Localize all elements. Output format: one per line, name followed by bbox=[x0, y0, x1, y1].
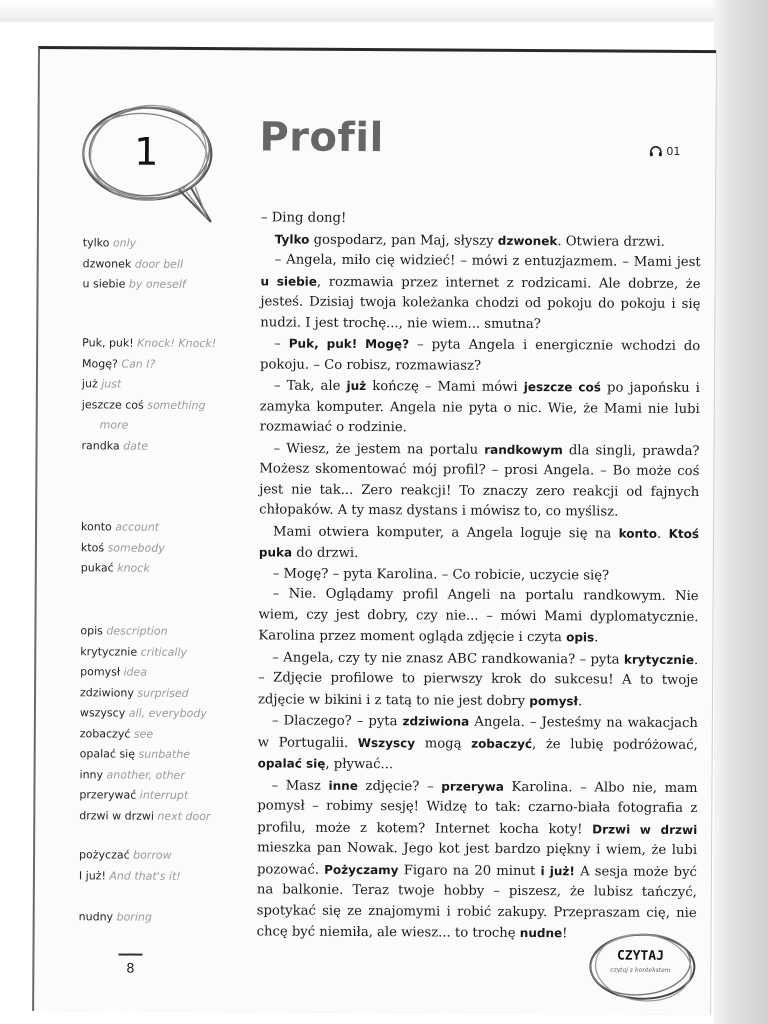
vocab-highlight: randkowym bbox=[484, 442, 563, 457]
vocab-translation: Can I? bbox=[121, 357, 156, 371]
text-run: – Masz bbox=[271, 777, 329, 794]
book-page bbox=[32, 46, 716, 1015]
vocab-term: konto bbox=[81, 520, 112, 534]
story-paragraph bbox=[259, 438, 699, 524]
vocab-item bbox=[79, 845, 254, 867]
vocab-term: Mogę? bbox=[82, 356, 118, 370]
vocab-highlight: Drzwi w drzwi bbox=[592, 821, 698, 837]
vocab-translation: all, everybody bbox=[128, 706, 207, 721]
story-paragraph bbox=[257, 775, 698, 946]
vocab-term: nudny bbox=[78, 910, 114, 924]
vocab-highlight: Puk, puk! Mogę? bbox=[288, 336, 410, 352]
text-run: ! bbox=[562, 926, 568, 942]
vocab-item bbox=[80, 642, 255, 664]
vocab-highlight: przerywa bbox=[441, 778, 504, 794]
text-run: – bbox=[274, 336, 289, 352]
vocab-group-6 bbox=[79, 907, 254, 929]
story-paragraph bbox=[261, 229, 701, 253]
vocab-highlight: Wszyscy bbox=[357, 735, 416, 750]
vocab-term: randka bbox=[81, 438, 120, 453]
vocab-item bbox=[82, 395, 257, 417]
vocab-item-continuation bbox=[82, 415, 257, 437]
story-text bbox=[257, 208, 701, 945]
vocab-highlight: zdziwiona bbox=[402, 714, 470, 729]
vocab-item bbox=[80, 744, 255, 766]
vocab-highlight: konto bbox=[618, 526, 658, 541]
text-run: – Nie. Oglądamy profil Angeli na portalu randkowym. Nie wiem, czy jest dobry, czy nie... – mówi Mami dyplomatycznie. Karolina przez moment ogląda zdjęcie i czyta bbox=[258, 586, 699, 646]
vocab-term: już bbox=[81, 377, 98, 391]
vocab-translation: knock bbox=[117, 561, 150, 575]
vocab-translation: interrupt bbox=[139, 788, 189, 802]
vocab-item bbox=[80, 724, 255, 746]
czytaj-badge-label: CZYTAJ bbox=[616, 948, 664, 964]
vocab-term: tylko bbox=[82, 236, 110, 250]
vocab-highlight: i już! bbox=[540, 863, 575, 878]
vocab-translation: And that's it! bbox=[109, 868, 181, 883]
vocab-translation: boring bbox=[116, 910, 152, 924]
vocab-translation: sunbathe bbox=[138, 747, 191, 761]
scan-gutter-shadow bbox=[714, 0, 768, 1024]
vocab-translation: see bbox=[133, 727, 154, 741]
page-number: 8 bbox=[118, 962, 142, 977]
vocab-item bbox=[81, 558, 256, 580]
story-paragraph bbox=[259, 564, 699, 587]
text-run: Angela. – Jesteśmy na wakacjach w Portugalii. bbox=[257, 714, 698, 751]
text-run: po japońsku i zamyka komputer. Angela nie pyta o nic. Wie, że Mami nie lubi rozmawiać o rodzinie. bbox=[259, 380, 700, 436]
vocab-item bbox=[79, 806, 254, 828]
text-run: Karolina. – Albo nie, mam pomysł – robimy sesję! Widzę to tak: czarno-biała fotografia z profilu, może z kotem? Internet kocha koty! bbox=[257, 779, 698, 837]
vocab-highlight: inne bbox=[328, 778, 358, 793]
vocab-highlight: u siebie bbox=[260, 273, 318, 289]
vocab-term: pomysł bbox=[80, 665, 121, 679]
vocab-item bbox=[79, 907, 254, 929]
vocab-highlight: Ktoś puka bbox=[258, 526, 700, 560]
text-run: Figaro na 20 minut bbox=[398, 862, 541, 879]
vocab-group-4 bbox=[79, 621, 255, 827]
vocab-translation: by oneself bbox=[128, 277, 186, 291]
story-paragraph bbox=[258, 710, 698, 777]
vocab-term: pukać bbox=[80, 561, 114, 575]
vocab-term: dzwonek bbox=[82, 256, 132, 271]
text-run: Mami otwiera komputer, a Angela loguje się na bbox=[272, 523, 619, 542]
story-paragraph bbox=[260, 375, 700, 440]
text-run: gospodarz, pan Maj, słyszy bbox=[309, 232, 498, 249]
vocab-item bbox=[80, 662, 255, 684]
vocab-item bbox=[82, 374, 257, 396]
text-run: mieszka pan Nowak. Jego kot jest bardzo piękny i wiem, że lubi pozować. bbox=[256, 840, 698, 878]
headphones-icon bbox=[649, 146, 662, 157]
text-run: – Angela, czy ty nie znasz ABC randkowania? – pyta bbox=[272, 649, 624, 668]
text-run: kończę – Mami mówi bbox=[366, 379, 524, 395]
vocab-item bbox=[81, 517, 256, 539]
vocab-term: opis bbox=[80, 624, 103, 638]
vocab-term: u siebie bbox=[82, 277, 126, 291]
text-run: do drzwi. bbox=[292, 545, 359, 561]
vocab-highlight: krytycznie bbox=[623, 652, 695, 667]
vocab-highlight: Pożyczamy bbox=[324, 862, 399, 877]
vocab-highlight: Tylko bbox=[274, 231, 310, 247]
text-run: – Dlaczego? – pyta bbox=[271, 713, 403, 730]
vocab-item bbox=[79, 866, 254, 888]
vocab-translation: just bbox=[101, 377, 122, 391]
vocab-term: opalać się bbox=[79, 747, 136, 761]
vocab-term: krytycznie bbox=[80, 644, 138, 659]
vocab-translation: only bbox=[112, 236, 137, 250]
czytaj-badge-subtitle: czytaj z kontekstem bbox=[610, 966, 671, 974]
vocab-term: zdziwiony bbox=[80, 685, 134, 700]
vocab-translation: something bbox=[147, 398, 206, 412]
czytaj-badge-icon bbox=[582, 924, 700, 1005]
vocab-term: wszyscy bbox=[79, 706, 126, 720]
text-run: . bbox=[577, 693, 583, 709]
vocab-highlight: pomysł bbox=[529, 693, 579, 708]
scan-top-shadow bbox=[0, 0, 768, 22]
vocab-group-2 bbox=[81, 333, 257, 457]
vocab-translation: another, other bbox=[106, 767, 185, 782]
text-run: – Angela, miło cię widzieć! – mówi z entuzjazmem. – Mami jest bbox=[274, 252, 701, 271]
text-run: , pływać... bbox=[325, 756, 394, 773]
vocab-item bbox=[80, 621, 255, 643]
text-run: dla singli, prawda? Możesz skomentować mój profil? – prosi Angela. – Bo może coś jest nie tak... Zero reakcji! To znaczy zero reakcji od fajnych chłopaków. A ty masz dystans i mówisz to, co myślisz. bbox=[259, 442, 700, 520]
story-paragraph bbox=[258, 584, 698, 649]
vocab-translation: account bbox=[115, 520, 160, 534]
text-run: . bbox=[594, 630, 599, 646]
vocab-highlight: opalać się bbox=[257, 756, 326, 771]
vocab-group-3 bbox=[81, 517, 256, 580]
vocab-group-1 bbox=[82, 233, 257, 296]
story-paragraph bbox=[260, 250, 700, 336]
vocab-term: jeszcze coś bbox=[81, 397, 144, 412]
text-run: – Wiesz, że jestem na portalu bbox=[273, 440, 485, 458]
vocab-item bbox=[82, 274, 257, 296]
vocab-item bbox=[81, 436, 256, 458]
vocab-term: drzwi w drzwi bbox=[79, 808, 154, 823]
audio-track bbox=[649, 145, 680, 158]
vocab-item bbox=[82, 333, 257, 355]
vocab-item bbox=[82, 354, 257, 376]
text-run: , że lubię podróżować, bbox=[532, 736, 698, 753]
vocab-translation: date bbox=[123, 439, 149, 453]
text-run: – Tak, ale bbox=[273, 378, 347, 394]
vocab-translation: door bell bbox=[134, 257, 184, 271]
text-run: – Ding dong! bbox=[260, 210, 347, 226]
vocab-highlight: nudne bbox=[519, 925, 563, 941]
vocab-translation: somebody bbox=[107, 540, 165, 555]
vocab-term: zobaczyć bbox=[79, 726, 131, 741]
text-run: . bbox=[657, 526, 669, 542]
chapter-number: 1 bbox=[134, 129, 159, 174]
text-run: zdjęcie? – bbox=[357, 778, 442, 794]
vocab-item bbox=[81, 538, 256, 560]
story-paragraph bbox=[258, 647, 698, 713]
audio-track-number: 01 bbox=[666, 144, 681, 158]
text-run: , rozmawia przez internet z rodzicami. Ale dobrze, że jesteś. Dzisiaj twoja koleżanka chodzi od pokoju do pokoju i się nudzi. I jest trochę..., nie wiem... smutna? bbox=[260, 274, 701, 332]
vocab-translation: surprised bbox=[137, 686, 189, 700]
vocab-highlight: już bbox=[346, 378, 367, 394]
vocab-item bbox=[79, 765, 254, 787]
vocab-translation: Knock! Knock! bbox=[137, 336, 217, 351]
vocab-highlight: zobaczyć bbox=[471, 736, 533, 751]
vocab-item bbox=[83, 233, 258, 255]
story-paragraph bbox=[261, 208, 701, 231]
text-run: mogą bbox=[415, 735, 472, 752]
vocab-translation: description bbox=[106, 624, 168, 638]
vocab-term: ktoś bbox=[80, 540, 105, 554]
vocab-term: przerywać bbox=[79, 788, 137, 802]
vocab-item bbox=[80, 683, 255, 705]
text-run: A sesja może być na balkonie. Teraz twoje hobby – piszesz, że lubisz tańczyć, spotykać się ze znajomymi i robić zakupy. Przepraszam cię, nie chcę być niemiła, ale wiesz... to trochę bbox=[256, 863, 697, 941]
vocab-group-5 bbox=[79, 845, 254, 887]
text-run: – pyta Angela i energicznie wchodzi do pokoju. – Co robisz, rozmawiasz? bbox=[260, 337, 701, 374]
vocab-item bbox=[83, 254, 258, 276]
text-run: . – Zdjęcie profilowe to pierwszy krok do sukcesu! A to twoje zdjęcie w bikini i z tatą to nie jest dobry bbox=[257, 652, 699, 709]
vocab-item bbox=[79, 785, 254, 807]
story-paragraph bbox=[260, 333, 700, 378]
vocab-translation: next door bbox=[157, 809, 211, 823]
vocab-term: Puk, puk! bbox=[82, 336, 134, 350]
text-run: . Otwiera drzwi. bbox=[557, 233, 665, 250]
vocab-item bbox=[80, 703, 255, 725]
vocab-term: pożyczać bbox=[79, 848, 130, 862]
story-paragraph bbox=[259, 521, 699, 567]
text-run: – Mogę? – pyta Karolina. – Co robicie, uczycie się? bbox=[272, 565, 610, 583]
vocab-term: I już! bbox=[78, 868, 106, 882]
vocab-highlight: dzwonek bbox=[497, 233, 558, 248]
vocab-highlight: opis bbox=[566, 630, 595, 645]
vocab-translation: more bbox=[99, 418, 129, 432]
vocab-translation: critically bbox=[140, 645, 188, 659]
vocab-term: inny bbox=[79, 767, 104, 781]
vocab-translation: idea bbox=[123, 665, 148, 679]
page-title: Profil bbox=[259, 114, 384, 162]
vocab-highlight: jeszcze coś bbox=[523, 379, 602, 395]
vocab-translation: borrow bbox=[133, 848, 172, 862]
